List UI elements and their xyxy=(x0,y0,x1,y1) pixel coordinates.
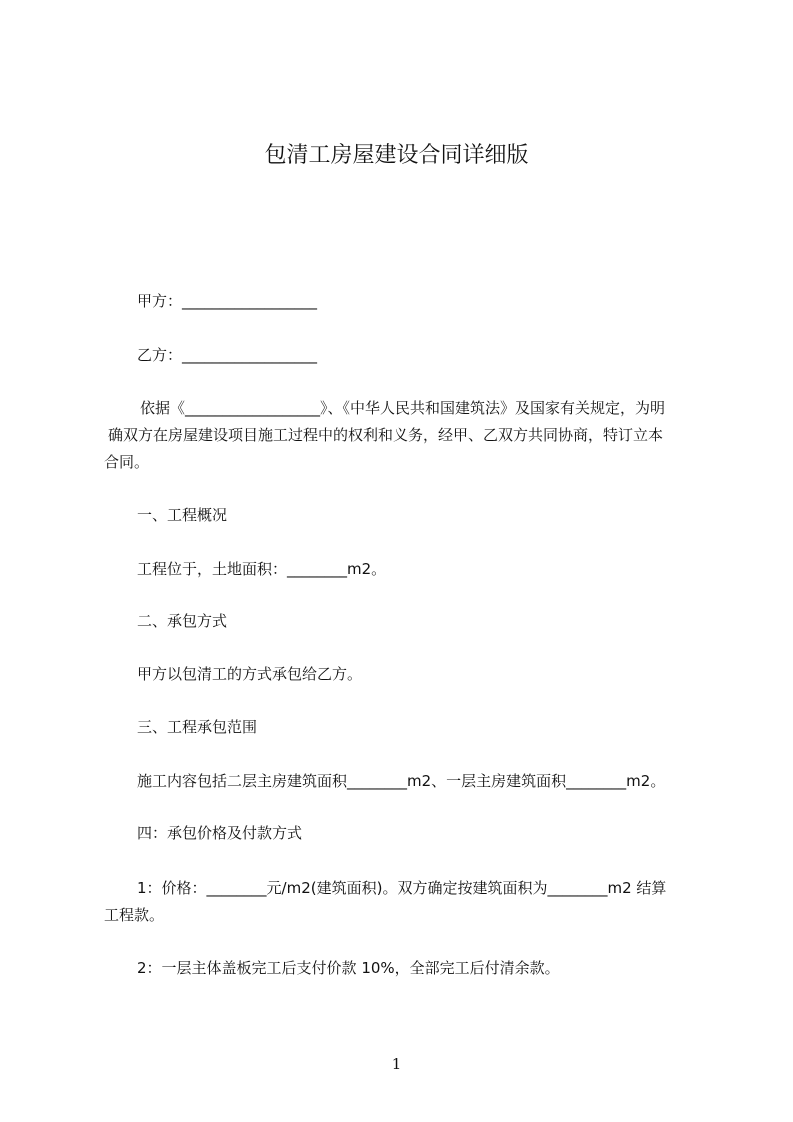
party-b-line: 乙方：__________________ xyxy=(137,346,318,364)
section-1-heading: 一、工程概况 xyxy=(137,506,228,524)
page-number: 1 xyxy=(391,1055,402,1073)
payment-text: 2：一层主体盖板完工后支付价款 10%，全部完工后付清余款。 xyxy=(137,959,560,977)
section-2-text: 甲方以包清工的方式承包给乙方。 xyxy=(137,665,363,683)
section-2-heading: 二、承包方式 xyxy=(137,612,228,630)
section-3-text: 施工内容包括二层主房建筑面积________m2、一层主房建筑面积________m2。 xyxy=(137,772,666,790)
intro-line-3: 合同。 xyxy=(104,453,150,471)
party-a-line: 甲方：__________________ xyxy=(137,292,318,310)
section-3-heading: 三、工程承包范围 xyxy=(137,718,258,736)
section-4-heading: 四：承包价格及付款方式 xyxy=(137,824,303,842)
intro-line-1: 依据《__________________》、《中华人民共和国建筑法》及国家有关规定，为明 xyxy=(140,399,666,417)
price-line-2: 工程款。 xyxy=(104,906,165,924)
price-line-1: 1：价格：________元/m2(建筑面积)。双方确定按建筑面积为________m2 结算 xyxy=(137,879,667,897)
intro-line-2: 确双方在房屋建设项目施工过程中的权利和义务，经甲、乙双方共同协商，特订立本 xyxy=(108,426,664,444)
document-title: 包清工房屋建设合同详细版 xyxy=(264,143,529,168)
section-1-text: 工程位于，土地面积：________m2。 xyxy=(137,560,387,578)
